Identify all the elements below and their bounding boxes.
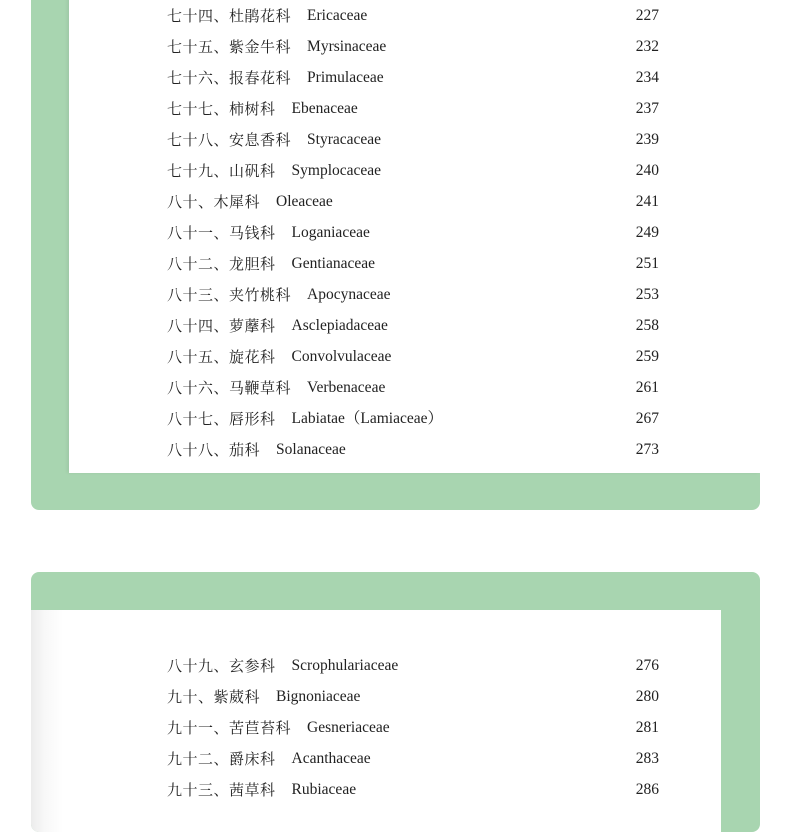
toc-entry-number: 八十五、 [167, 347, 230, 366]
toc-entry-chinese-name: 柿树科 [229, 99, 276, 118]
toc-entry-chinese-name: 爵床科 [229, 749, 276, 768]
toc-entry-chinese-name: 报春花科 [229, 68, 292, 87]
toc-entry-leader-dots [391, 377, 634, 399]
toc-entry-number: 九十三、 [167, 780, 230, 799]
toc-entry-number: 七十四、 [167, 6, 230, 25]
toc-entry-latin-name: Myrsinaceae [307, 37, 387, 55]
toc-entry-page-number: 227 [635, 6, 659, 24]
toc-entry-leader-dots [394, 315, 635, 337]
toc-entry-chinese-name: 安息香科 [229, 130, 292, 149]
toc-entry-chinese-name: 唇形科 [229, 409, 276, 428]
toc-entry-chinese-name: 茄科 [229, 440, 261, 459]
toc-entry [167, 712, 659, 743]
toc-entry-latin-name: Asclepiadaceae [291, 316, 388, 334]
toc-entry-page-number: 281 [635, 718, 659, 736]
toc-entry-leader-dots [390, 67, 635, 89]
toc-entry-number: 七十九、 [167, 161, 230, 180]
toc-entry-chinese-name: 旋花科 [229, 347, 276, 366]
toc-entry-number: 七十六、 [167, 68, 230, 87]
toc-list-bottom [167, 650, 659, 805]
toc-entry-latin-name: Ebenaceae [291, 99, 358, 117]
toc-entry [167, 217, 659, 248]
toc-entry-leader-dots [387, 129, 635, 151]
toc-list-top [167, 0, 659, 465]
toc-entry-page-number: 253 [635, 285, 659, 303]
toc-entry-chinese-name: 杜鹃花科 [229, 6, 292, 25]
toc-entry-page-number: 286 [635, 780, 659, 798]
toc-entry-page-number: 249 [635, 223, 659, 241]
toc-entry-leader-dots [396, 717, 635, 739]
toc-entry-leader-dots [339, 191, 635, 213]
toc-entry [167, 434, 659, 465]
toc-entry-chinese-name: 紫金牛科 [229, 37, 292, 56]
toc-entry-number: 八十、 [167, 192, 214, 211]
toc-entry-number: 八十一、 [167, 223, 230, 242]
toc-entry-page-number: 240 [635, 161, 659, 179]
toc-entry [167, 279, 659, 310]
toc-entry-latin-name: Oleaceae [276, 192, 333, 210]
toc-entry-latin-name: Bignoniaceae [276, 687, 361, 705]
toc-entry-number: 八十八、 [167, 440, 230, 459]
toc-entry-leader-dots [387, 160, 635, 182]
toc-entry [167, 310, 659, 341]
toc-entry-number: 七十七、 [167, 99, 230, 118]
toc-entry-chinese-name: 山矾科 [229, 161, 276, 180]
toc-entry [167, 124, 659, 155]
toc-entry-number: 七十五、 [167, 37, 230, 56]
toc-entry-latin-name: Ericaceae [307, 6, 368, 24]
toc-entry-latin-name: Symplocaceae [291, 161, 382, 179]
toc-entry-latin-name: Solanaceae [276, 440, 346, 458]
toc-entry-latin-name: Primulaceae [307, 68, 384, 86]
toc-entry-number: 八十九、 [167, 656, 230, 675]
toc-entry-number: 八十二、 [167, 254, 230, 273]
toc-entry-number: 八十三、 [167, 285, 230, 304]
toc-entry-leader-dots [373, 5, 635, 27]
toc-entry [167, 186, 659, 217]
toc-entry-number: 八十六、 [167, 378, 230, 397]
toc-entry [167, 31, 659, 62]
toc-entry-page-number: 283 [635, 749, 659, 767]
toc-entry-latin-name: Loganiaceae [291, 223, 370, 241]
toc-entry-page-number: 261 [635, 378, 659, 396]
toc-entry-leader-dots [377, 748, 635, 770]
toc-entry-latin-name: Gesneriaceae [307, 718, 390, 736]
toc-entry [167, 0, 659, 31]
toc-entry-leader-dots [397, 284, 635, 306]
toc-entry-latin-name: Apocynaceae [307, 285, 391, 303]
toc-entry-page-number: 251 [635, 254, 659, 272]
toc-entry [167, 248, 659, 279]
toc-entry-number: 九十一、 [167, 718, 230, 737]
toc-entry-chinese-name: 夹竹桃科 [229, 285, 292, 304]
toc-entry [167, 341, 659, 372]
toc-entry-page-number: 239 [635, 130, 659, 148]
toc-entry-page-number: 237 [635, 99, 659, 117]
toc-entry-leader-dots [397, 346, 634, 368]
toc-entry-chinese-name: 龙胆科 [229, 254, 276, 273]
toc-entry-leader-dots [376, 222, 635, 244]
toc-entry-latin-name: Acanthaceae [291, 749, 371, 767]
toc-entry [167, 681, 659, 712]
toc-entry-chinese-name: 马鞭草科 [229, 378, 292, 397]
toc-entry-page-number: 273 [635, 440, 659, 458]
toc-entry-leader-dots [449, 408, 635, 430]
toc-entry [167, 62, 659, 93]
toc-entry-number: 七十八、 [167, 130, 230, 149]
toc-entry-page-number: 280 [635, 687, 659, 705]
toc-entry-chinese-name: 紫葳科 [213, 687, 261, 706]
toc-entry-leader-dots [362, 779, 635, 801]
toc-entry-latin-name: Styracaceae [307, 130, 382, 148]
toc-entry-chinese-name: 玄参科 [229, 656, 276, 675]
toc-entry [167, 155, 659, 186]
toc-entry-latin-name: Convolvulaceae [291, 347, 392, 365]
toc-entry-page-number: 232 [635, 37, 659, 55]
toc-entry-latin-name: Labiatae（Lamiaceae） [291, 409, 443, 427]
toc-entry [167, 372, 659, 403]
toc-entry-page-number: 276 [635, 656, 659, 674]
toc-entry [167, 403, 659, 434]
toc-entry [167, 650, 659, 681]
toc-entry-chinese-name: 萝藦科 [229, 316, 276, 335]
toc-entry-latin-name: Scrophulariaceae [291, 656, 399, 674]
toc-entry-number: 八十四、 [167, 316, 230, 335]
toc-entry-chinese-name: 苦苣苔科 [229, 718, 292, 737]
toc-entry-chinese-name: 马钱科 [229, 223, 276, 242]
toc-entry-page-number: 241 [635, 192, 659, 210]
toc-entry-number: 八十七、 [167, 409, 230, 428]
toc-entry-page-number: 259 [635, 347, 659, 365]
toc-entry-page-number: 258 [635, 316, 659, 334]
toc-entry [167, 743, 659, 774]
toc-entry [167, 774, 659, 805]
toc-entry-leader-dots [392, 36, 635, 58]
toc-entry-chinese-name: 木犀科 [213, 192, 261, 211]
toc-entry-page-number: 234 [635, 68, 659, 86]
toc-entry-latin-name: Rubiaceae [291, 780, 357, 798]
toc-entry-leader-dots [352, 439, 635, 461]
toc-entry [167, 93, 659, 124]
toc-entry-latin-name: Gentianaceae [291, 254, 375, 272]
toc-entry-chinese-name: 茜草科 [229, 780, 276, 799]
toc-entry-leader-dots [364, 98, 635, 120]
toc-entry-number: 九十二、 [167, 749, 230, 768]
toc-entry-latin-name: Verbenaceae [307, 378, 386, 396]
toc-entry-leader-dots [366, 686, 634, 708]
toc-entry-leader-dots [404, 655, 635, 677]
toc-entry-number: 九十、 [167, 687, 214, 706]
toc-entry-page-number: 267 [635, 409, 659, 427]
toc-entry-leader-dots [381, 253, 635, 275]
